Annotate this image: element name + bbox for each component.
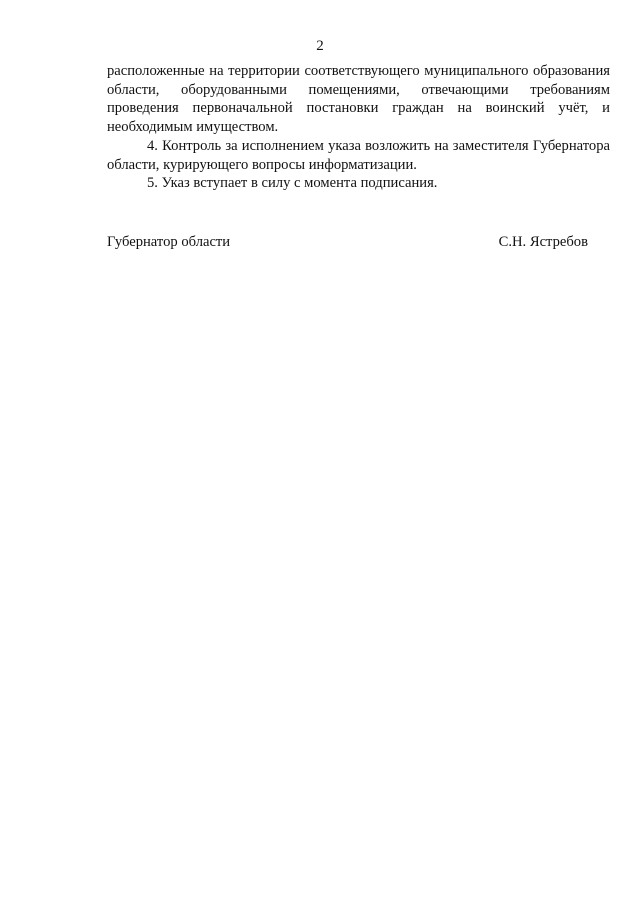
page-number: 2 [316,38,324,54]
paragraph-continuation: расположенные на территории соответствующего муниципального образования области, оборудованными помещениями, отвечающими требованиям проведения первоначальной постановки граждан на воинский учёт, и необходимым имуществом. [107,63,610,136]
signatory-position: Губернатор области [107,234,231,250]
signatory-name: С.Н. Ястребов [498,234,588,250]
document-body [107,62,610,193]
paragraph-item-4: 4. Контроль за исполнением указа возложить на заместителя Губернатора области, курирующего вопросы информатизации. [107,137,610,173]
signature-block [107,233,588,252]
paragraph-item-5: 5. Указ вступает в силу с момента подписания. [147,175,438,192]
